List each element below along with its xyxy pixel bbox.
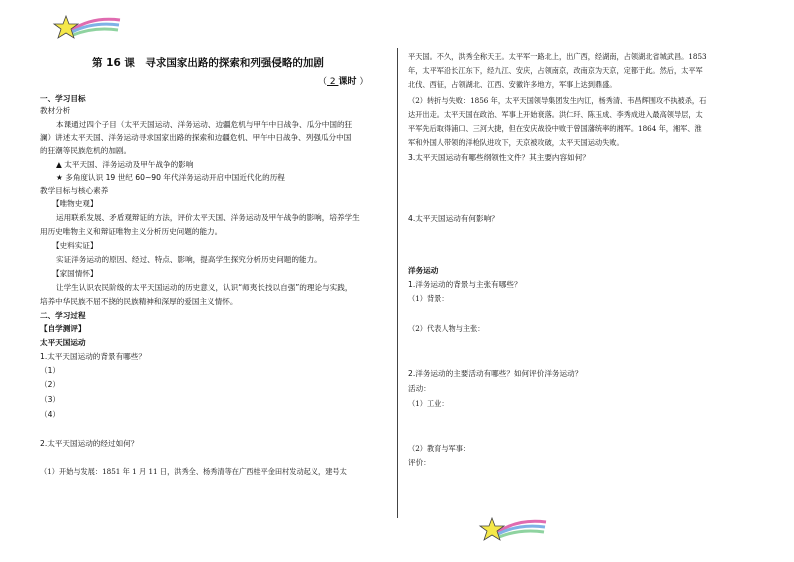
answer-blank: （2）代表人物与主张：: [408, 324, 485, 333]
paragraph-line: 本课通过四个子目（太平天国运动、洋务运动、边疆危机与甲午中日战争、瓜分中国的狂: [56, 120, 353, 129]
literacy-tag: 【唯物史观】: [52, 199, 98, 208]
shooting-star-icon: [478, 514, 548, 546]
paragraph-line: 用历史唯物主义和辩证唯物主义分析历史问题的能力。: [40, 227, 223, 236]
paragraph-line: 运用联系发展、矛盾观辩证的方法，评价太平天国、洋务运动及甲午战争的影响，培养学生: [56, 213, 360, 222]
paragraph-line: 澜）讲述太平天国、洋务运动寻求国家出路的探索和边疆危机、甲午中日战争、列强瓜分中国: [40, 133, 352, 142]
answer-blank: （1）背景：: [408, 294, 449, 303]
answer-blank: 活动：: [408, 384, 431, 393]
paragraph-line: 实证洋务运动的原因、经过、特点、影响，提高学生探究分析历史问题的能力。: [56, 255, 322, 264]
subheading: 教学目标与核心素养: [40, 186, 109, 195]
answer-line: 平军先后取得浦口、三河大捷，但在安庆战役中败于曾国藩统率的湘军。1864 年，湘军、淮: [408, 124, 702, 133]
period-open: （: [318, 77, 328, 87]
difficulty-point: ★ 多角度认识 19 世纪 60~90 年代洋务运动开启中国近代化的历程: [56, 173, 285, 182]
answer-blank: （4）: [40, 410, 61, 419]
question: 1.太平天国运动的背景有哪些？: [40, 352, 146, 361]
paragraph-line: 让学生认识农民阶级的太平天国运动的历史意义，认识“师夷长技以自强”的理论与实践，: [56, 283, 353, 292]
answer-blank: （1）工业：: [408, 399, 449, 408]
question: 2.洋务运动的主要活动有哪些？如何评价洋务运动？: [408, 369, 583, 378]
paragraph-line: 的狂潮等民族危机的加剧。: [40, 146, 132, 155]
answer-blank: （2）教育与军事：: [408, 444, 471, 453]
literacy-tag: 【史料实证】: [52, 241, 98, 250]
question: 3.太平天国运动有哪些纲领性文件？其主要内容如何？: [408, 153, 590, 162]
answer-line: 年，太平军沿长江东下，经九江、安庆，占领南京，改南京为天京，定都于此。然后，太平军: [408, 66, 703, 75]
shooting-star-icon: [52, 12, 122, 44]
period-close: ）: [356, 77, 369, 87]
paragraph-line: 培养中华民族不屈不挠的民族精神和深厚的爱国主义情怀。: [40, 297, 238, 306]
answer-line: （1）开始与发展：1851 年 1 月 11 日，洪秀全、杨秀清等在广西桂平金田村发动起义，建号太: [40, 467, 347, 476]
question: 4.太平天国运动有何影响？: [408, 214, 499, 223]
key-point: ▲ 太平天国、洋务运动及甲午战争的影响: [56, 160, 194, 169]
answer-line: 军和外国人带领的洋枪队进攻下，天京被攻破，太平天国运动失败。: [408, 138, 624, 147]
period-label: [318, 77, 368, 87]
period-number: 2: [327, 77, 339, 87]
question: 1.洋务运动的背景与主张有哪些？: [408, 280, 522, 289]
answer-line: （2）转折与失败：1856 年，太平天国领导集团发生内讧，杨秀清、韦昌辉围攻不执被杀，石: [408, 96, 707, 105]
answer-line: 平天国。不久，洪秀全称天王。太平军一路北上，出广西，经湖南，占领湖北省城武昌。1853: [408, 52, 707, 61]
answer-blank: （2）: [40, 380, 61, 389]
answer-blank: 评价：: [408, 458, 431, 467]
topic-heading: 洋务运动: [408, 266, 439, 275]
question: 2.太平天国运动的经过如何？: [40, 439, 139, 448]
answer-blank: （3）: [40, 395, 61, 404]
topic-heading: 太平天国运动: [40, 338, 86, 347]
self-test-tag: 【自学测评】: [40, 324, 86, 333]
answer-line: 达开出走。太平天国在政治、军事上开始衰落。洪仁玕、陈玉成、李秀成进入最高领导层，太: [408, 110, 703, 119]
lesson-title: 第 16 课 寻求国家出路的探索和列强侵略的加剧: [92, 57, 324, 69]
period-word: 课时: [338, 77, 357, 87]
literacy-tag: 【家国情怀】: [52, 269, 98, 278]
section-heading: 二、学习过程: [40, 311, 86, 320]
answer-line: 北伐、西征，占领湖北、江西、安徽许多地方，军事上达到鼎盛。: [408, 80, 617, 89]
column-divider: [397, 48, 398, 518]
section-heading: 一、学习目标: [40, 94, 86, 103]
answer-blank: （1）: [40, 366, 61, 375]
subheading: 教材分析: [40, 106, 71, 115]
